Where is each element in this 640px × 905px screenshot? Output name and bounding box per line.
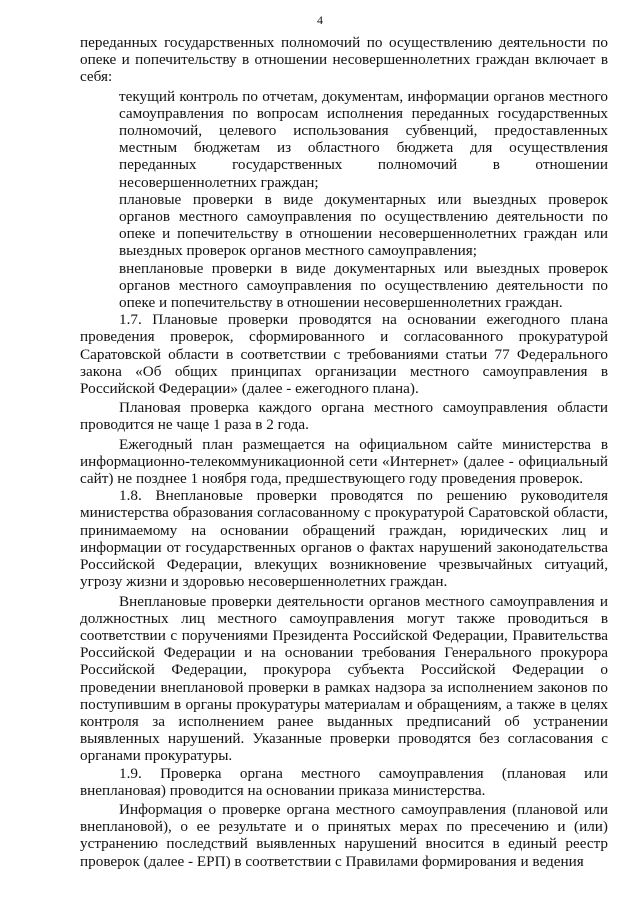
document-body bbox=[80, 34, 608, 870]
page-number: 4 bbox=[317, 13, 323, 27]
paragraph-current-control: текущий контроль по отчетам, документам, информации органов местного самоуправления по вопросам исполнения переданных государственных полномочий, целевого использования субвенций, предоставленных местным бюджетам из областного бюджета для осуществления переданных государственных полномочий в отношении несовершеннолетних граждан; bbox=[119, 87, 608, 191]
paragraph-annual-plan-publication: Ежегодный план размещается на официальном сайте министерства в информационно-телекоммуникационной сети «Интернет» (далее - официальный сайт) не позднее 1 ноября года, предшествующего году проведения проверок. bbox=[80, 435, 608, 488]
paragraph-planned-inspections: плановые проверки в виде документарных или выездных проверок органов местного самоуправления по осуществлению деятельности по опеке и попечительству в отношении несовершеннолетних граждан или выездных проверок органов местного самоуправления; bbox=[119, 190, 608, 260]
paragraph-continuation: переданных государственных полномочий по осуществлению деятельности по опеке и попечительству в отношении несовершеннолетних граждан включает в себя: bbox=[80, 34, 608, 86]
paragraph-section-1-7: 1.7. Плановые проверки проводятся на основании ежегодного плана проведения проверок, сформированного и согласованного прокуратурой Саратовской области в соответствии с требованиями статьи 77 Федерального закона «Об общих принципах организации местного самоуправления в Российской Федерации» (далее - ежегодного плана). bbox=[80, 311, 608, 398]
paragraph-unplanned-grounds: Внеплановые проверки деятельности органов местного самоуправления и должностных лиц местного самоуправления могут также проводиться в соответствии с поручениями Президента Российской Федерации, Правительства Российской Федерации и на основании требования Генерального прокурора Российской Федерации, прокурора субъекта Российской Федерации о проведении внеплановой проверки в рамках надзора за исполнением законов по поступившим в органы прокуратуры материалам и обращениям, а также в целях контроля за исполнением ранее выданных предписаний об устранении выявленных нарушений. Указанные проверки проводятся без согласования с органами прокуратуры. bbox=[80, 592, 608, 765]
paragraph-section-1-9: 1.9. Проверка органа местного самоуправления (плановая или внеплановая) проводится на основании приказа министерства. bbox=[80, 764, 608, 799]
paragraph-erp-registry: Информация о проверке органа местного самоуправления (плановой или внеплановой), о ее результате и о принятых мерах по пресечению и (или) устранению последствий выявленных нарушений вносится в единый реестр проверок (далее - ЕРП) в соответствии с Правилами формирования и ведения bbox=[80, 800, 608, 870]
paragraph-inspection-frequency: Плановая проверка каждого органа местного самоуправления области проводится не чаще 1 раза в 2 года. bbox=[80, 399, 608, 434]
paragraph-unplanned-inspections: внеплановые проверки в виде документарных или выездных проверок органов местного самоуправления по осуществлению деятельности по опеке и попечительству в отношении несовершеннолетних граждан. bbox=[119, 259, 608, 312]
paragraph-section-1-8: 1.8. Внеплановые проверки проводятся по решению руководителя министерства образования согласованному с прокуратурой Саратовской области, принимаемому на основании обращений граждан, юридических лиц и информации от государственных органов о фактах нарушений законодательства Российской Федерации, влекущих возникновение чрезвычайных ситуаций, угрозу жизни и здоровью несовершеннолетних граждан. bbox=[80, 487, 608, 591]
